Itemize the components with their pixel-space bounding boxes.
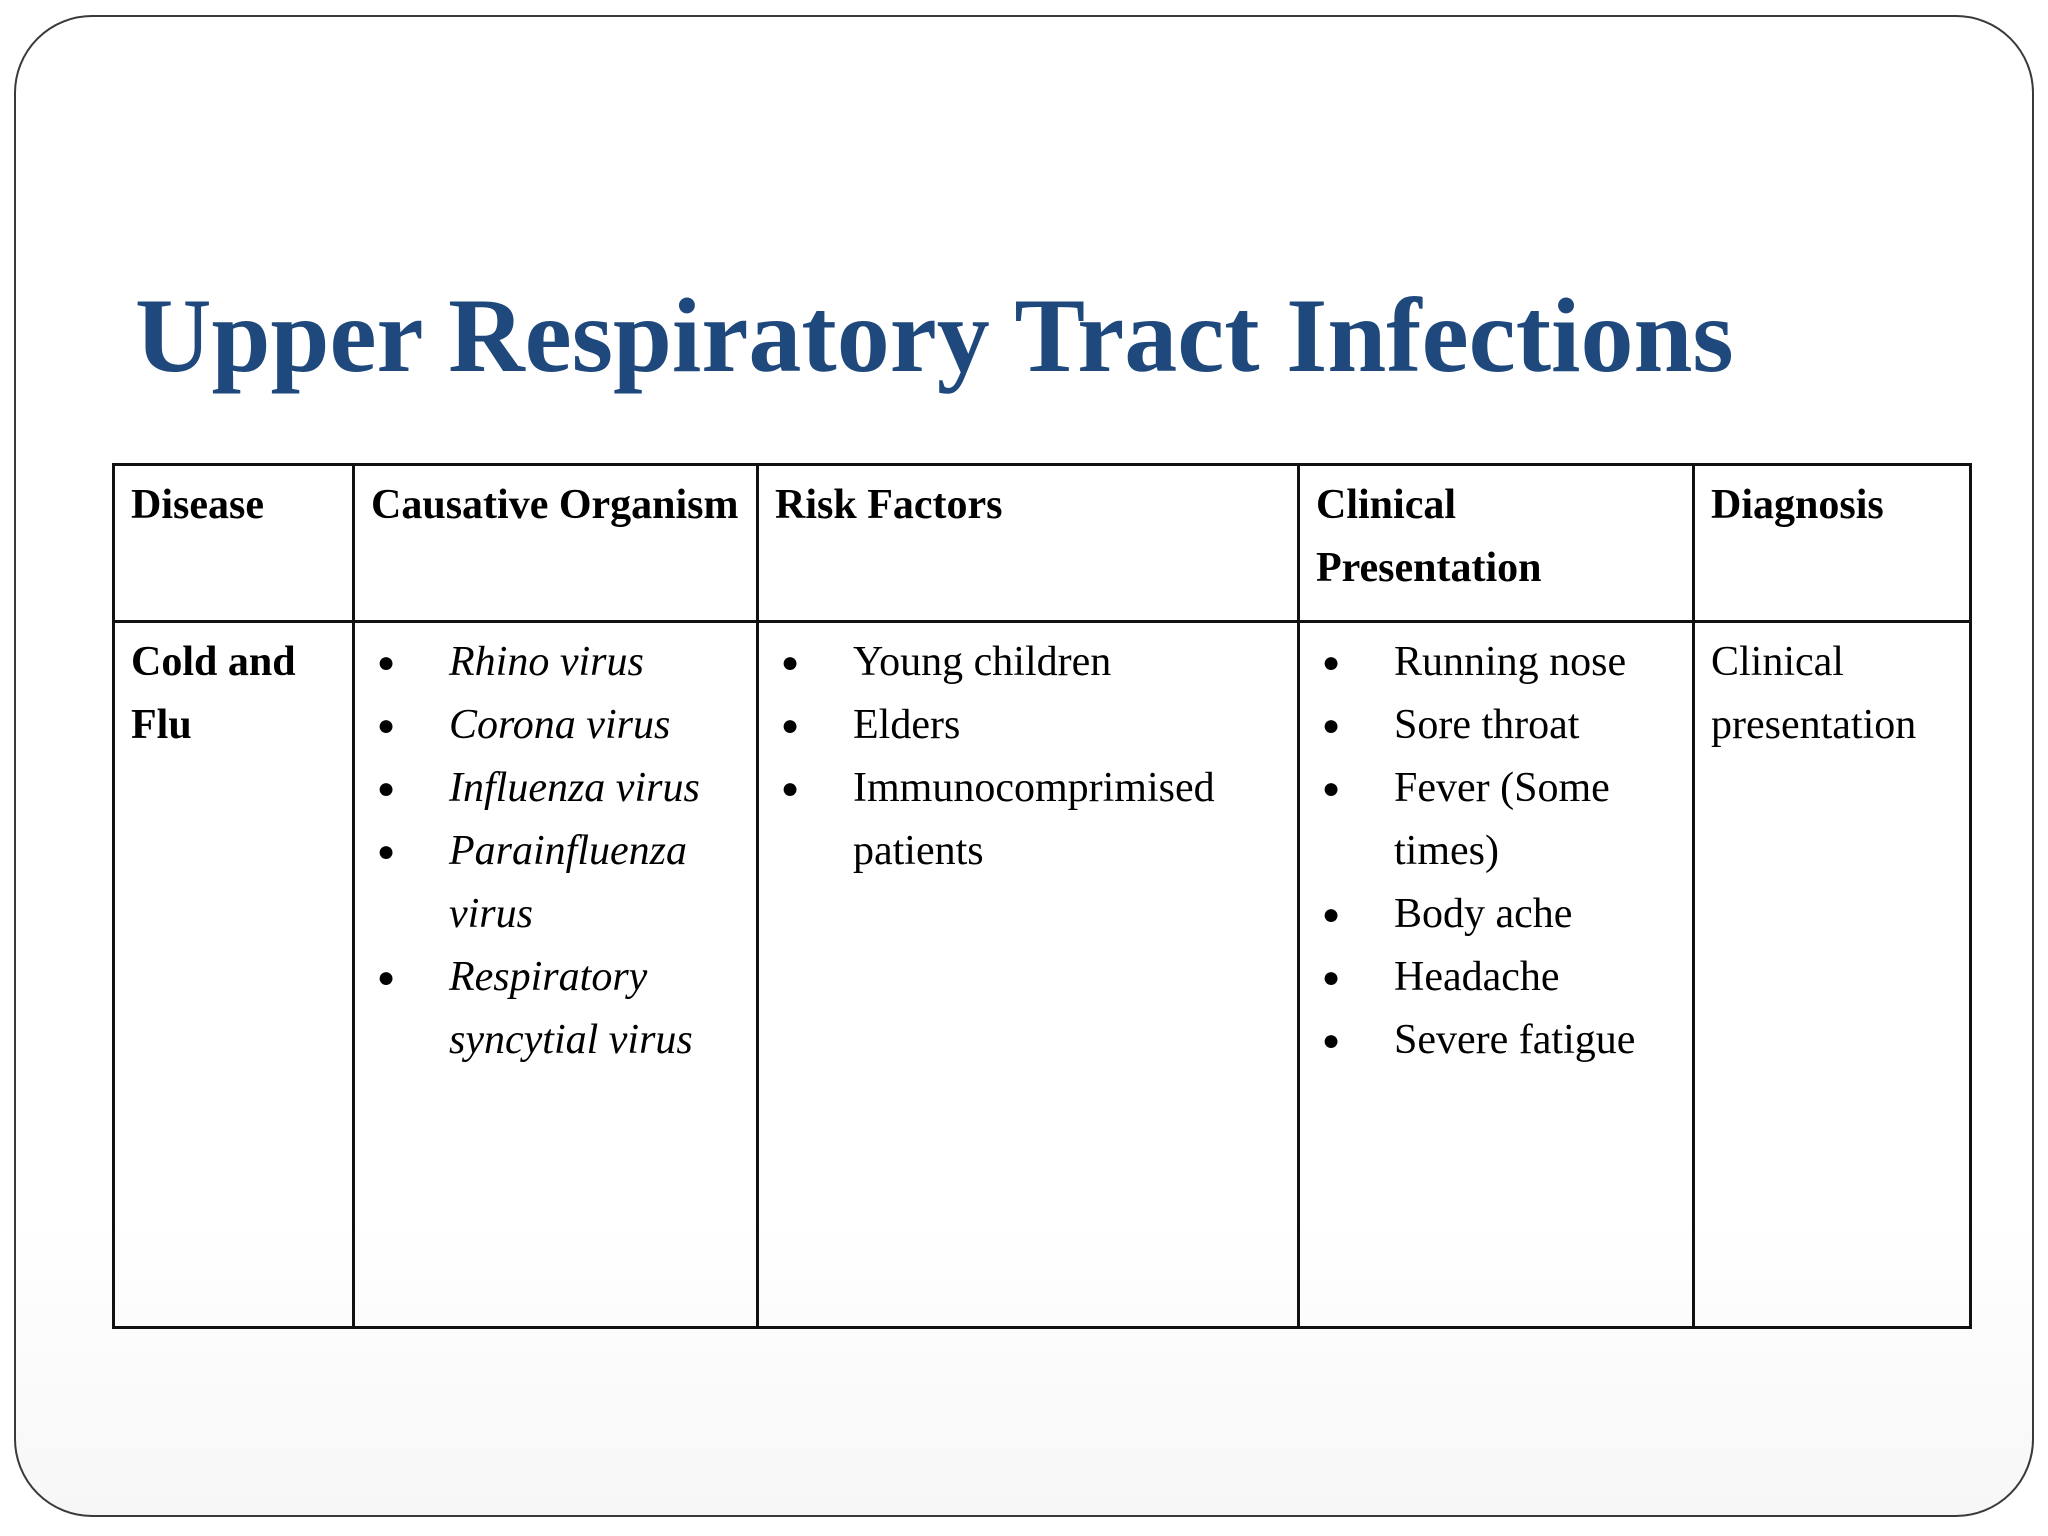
list-item: ● Parainfluenza virus [371, 820, 740, 946]
bullet-icon: ● [376, 709, 396, 742]
list-item: ● Rhino virus [371, 631, 740, 694]
list-item: ● Body ache [1316, 883, 1676, 946]
bullet-icon: ● [376, 772, 396, 805]
diagnosis-cell [1694, 622, 1971, 1328]
diagnosis-text: Clinical presentation [1711, 639, 1917, 748]
list-item: ● Sore throat [1316, 694, 1676, 757]
bullet-icon: ● [376, 835, 396, 868]
bullet-icon: ● [376, 646, 396, 679]
bullet-icon: ● [1321, 709, 1341, 742]
bullet-icon: ● [1321, 898, 1341, 931]
list-item: ● Influenza virus [371, 757, 740, 820]
list-item: ● Fever (Some times) [1316, 757, 1676, 883]
bullet-icon: ● [376, 961, 396, 994]
infection-table [112, 463, 1972, 1329]
list-item: ● Corona virus [371, 694, 740, 757]
header-causative-organism: Causative Organism [354, 465, 758, 622]
table-row [114, 622, 1971, 1328]
header-diagnosis: Diagnosis [1694, 465, 1971, 622]
list-item: ● Running nose [1316, 631, 1676, 694]
disease-cell: Cold and Flu [114, 622, 354, 1328]
list-item: ● Severe fatigue [1316, 1009, 1676, 1072]
bullet-icon: ● [780, 772, 800, 805]
clinical-presentation-cell [1299, 622, 1694, 1328]
header-disease: Disease [114, 465, 354, 622]
risk-factors-cell [758, 622, 1299, 1328]
table-header-row [114, 465, 1971, 622]
bullet-icon: ● [780, 646, 800, 679]
bullet-icon: ● [780, 709, 800, 742]
list-item: ● Respiratory syncytial virus [371, 946, 740, 1072]
causative-organism-list [371, 631, 740, 1072]
bullet-icon: ● [1321, 772, 1341, 805]
list-item: ● Young children [775, 631, 1281, 694]
list-item: ● Elders [775, 694, 1281, 757]
clinical-presentation-list [1316, 631, 1676, 1072]
risk-factors-list [775, 631, 1281, 883]
bullet-icon: ● [1321, 1024, 1341, 1057]
list-item: ● Headache [1316, 946, 1676, 1009]
header-clinical-presentation: Clinical Presentation [1299, 465, 1694, 622]
slide-title: Upper Respiratory Tract Infections [135, 277, 1734, 394]
bullet-icon: ● [1321, 646, 1341, 679]
bullet-icon: ● [1321, 961, 1341, 994]
causative-organism-cell [354, 622, 758, 1328]
header-risk-factors: Risk Factors [758, 465, 1299, 622]
list-item: ● Immunocomprimised patients [775, 757, 1281, 883]
